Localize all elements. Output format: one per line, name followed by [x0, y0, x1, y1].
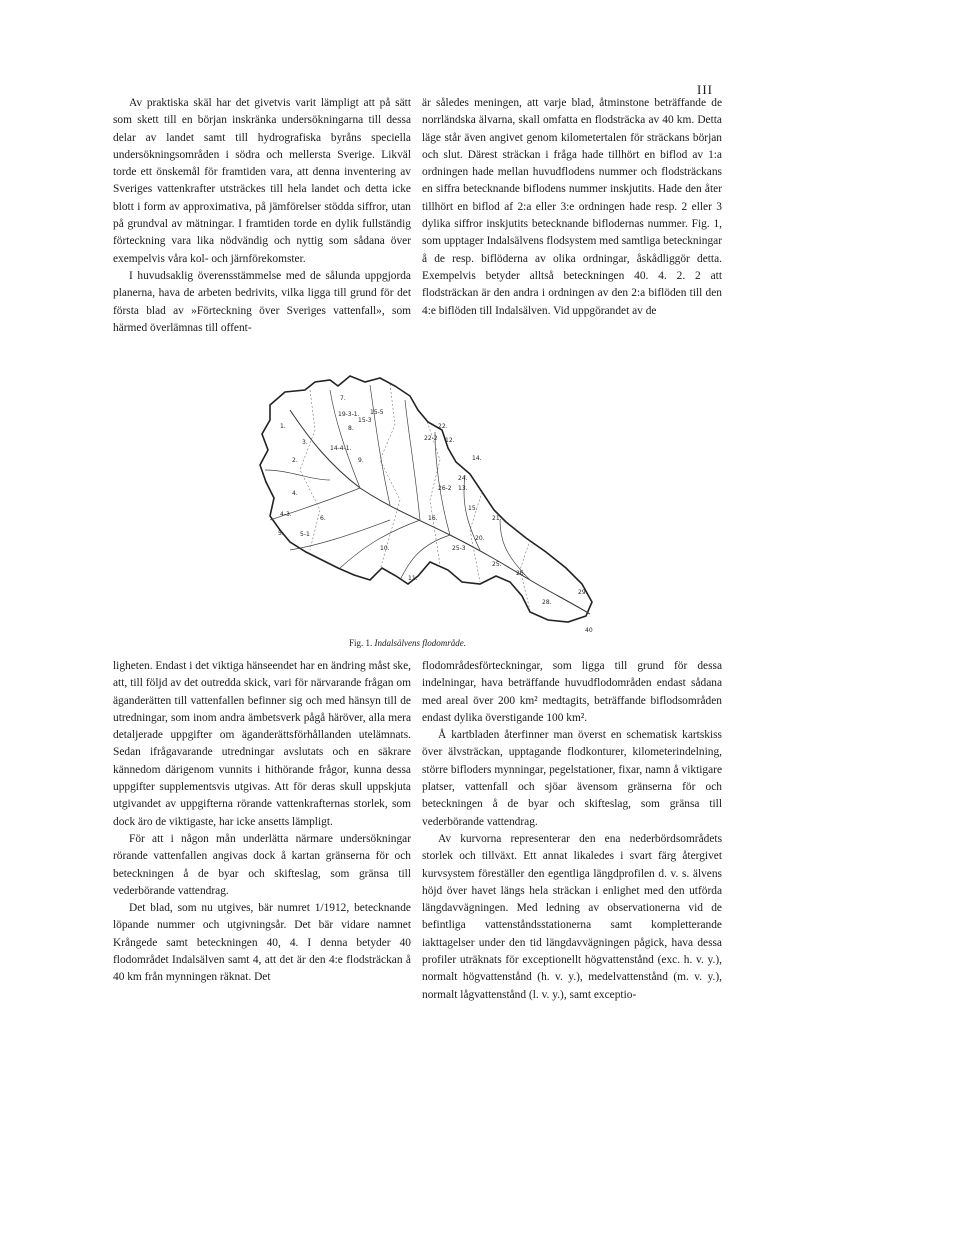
map-label: 24. [458, 475, 468, 482]
map-label: 1. [280, 423, 286, 430]
paragraph: Å kartbladen återfinner man överst en schematisk kartskiss över älvsträckan, upptagande flodkonturer, kilometerindelning, större bifloders mynningar, pegelstationer, fixar, namn å viktigare platser, vattenfall och sjöar ävensom gränserna för och beteckningen å de byar och skifteslag, som gränsa till vederbörande vattendrag. [422, 729, 722, 828]
text-column-top-right [422, 95, 722, 320]
paragraph: är således meningen, att varje blad, åtminstone beträffande de norrländska älvarna, skall omfatta en flodsträcka av 40 km. Detta läge står även angivet genom kilometertalen för sträckans början och slut. Därest sträckan i fråga hade tillhört en biflod av 1:a ordningen hade mellan huvudflodens nummer och flodsträckans en siffra betecknande biflodens nummer inskjutits. Hade den åter tillhört en biflod af 2:a eller 3:e ordningen hade resp. 2 eller 3 dylika siffror inskjutits betecknande biflodernas nummer. Fig. 1, som upptager Indalsälvens flodsystem med samtliga beteckningar å de resp. biflöderna av olika ordningar, åskådliggör detta. Exempelvis betyder alltså beteckningen 40. 4. 2. 2 att flodsträckan är den andra i ordningen av den 2:a biflöden till den 4:e biflöden till Indalsälven. Vid uppgörandet av de [422, 97, 722, 317]
map-label: 4-3. [280, 511, 292, 518]
figure-caption-label: Fig. 1. [349, 638, 373, 648]
map-label: 3. [302, 439, 308, 446]
map-label: 9. [358, 457, 364, 464]
text-column-bottom-right [422, 658, 722, 1004]
main-river [290, 410, 590, 614]
text-column-top-left [113, 95, 411, 337]
map-label: 15. [468, 505, 478, 512]
map-label: 8. [348, 425, 354, 432]
page-number: III [697, 82, 713, 97]
indalsalven-basin-map [230, 370, 610, 642]
map-label: 22. [438, 423, 448, 430]
map-label: 5. [278, 530, 284, 537]
map-label: 21. [492, 515, 502, 522]
map-label: 15-3 [358, 417, 372, 424]
map-label: 25. [492, 561, 502, 568]
map-label: 28. [542, 599, 552, 606]
map-label: 7. [340, 395, 346, 402]
map-label: 15-5 [370, 409, 384, 416]
map-label: 26. [516, 570, 526, 577]
paragraph: I huvudsaklig överensstämmelse med de sålunda uppgjorda planerna, hava de arbeten bedrivits, vilka ligga till grund för det första blad av »Förteckning över Sveriges vattenfall», som härmed överlämnas till offent- [113, 269, 411, 334]
map-label: 20. [475, 535, 485, 542]
map-label: 11. [408, 575, 418, 582]
map-label: 4. [292, 490, 298, 497]
figure-caption [349, 638, 466, 648]
basin-outline [260, 376, 592, 622]
map-label: 5-1 [300, 531, 310, 538]
paragraph: Av kurvorna representerar den ena nederbördsområdets storlek och tillväxt. Ett annat likaledes i svart färg återgivet kurvsystem föreställer den egentliga längdprofilen d. v. s. älvens höjd över havet längs hela sträckan i enlighet med den utförda längdavvägningen. Med ledning av observationerna vid de befintliga vattenståndsstationerna samt kompletterande iakttagelser under den tid längdavvägningen pågick, hava dessa profiler uträknats för exceptionellt högvattenstånd (exc. h. v. y.), normalt högvattenstånd (h. v. y.), medelvattenstånd (m. v. y.), normalt lågvattenstånd (l. v. y.), samt exceptio- [422, 832, 722, 1001]
map-label: 6. [320, 515, 326, 522]
paragraph: ligheten. Endast i det viktiga hänseendet har en ändring måst ske, att, till följd av det outredda skick, vari för närvarande frågan om äganderätten till vattenfallen befinner sig och med hänsyn till de utredningar, som inom andra ämbetsverk pågå häröver, alla mera detaljerade uppgifter om äganderättsförhållanden utelämnats. Sedan ifrågavarande utredningar avslutats och en säkrare kännedom därigenom vunnits i hithörande frågor, kunna dessa uppgifter supplementsvis utgivas. Att för deras skull uppskjuta utgivandet av uppgifterna rörande vattenkrafternas storlek, som dock äro de viktigaste, har icke ansetts lämpligt. [113, 660, 411, 828]
map-label: 40 [585, 627, 593, 634]
map-label: 14-4-1. [330, 445, 352, 452]
map-label: 29. [578, 589, 588, 596]
paragraph: För att i någon mån underlätta närmare undersökningar rörande vattenfallen angivas dock å kartan gränserna för och beteckningen å de byar och skifteslag, som gränsa till vederbörande vattendrag. [113, 832, 411, 897]
map-label: 12. [445, 437, 455, 444]
map-label: 25-3 [452, 545, 466, 552]
figure-caption-text: Indalsälvens flodområde. [374, 638, 467, 648]
map-label: 16. [428, 515, 438, 522]
map-label: 14. [472, 455, 482, 462]
paragraph: Det blad, som nu utgives, bär numret 1/1912, betecknande löpande nummer och utgivningsår. Det bär vidare namnet Krångede samt beteckningen 40, 4. I denna betyder 40 flodområdet Indalsälven samt 4, att det är den 4:e flodsträckan å 40 km från mynningen räknat. Det [113, 902, 411, 984]
paragraph: flodområdesförteckningar, som ligga till grund för dessa indelningar, hava beträffande huvudflodområden endast sådana med areal över 200 km² medtagits, beträffande biflodsområden endast dylika överstigande 100 km². [422, 660, 722, 724]
text-column-bottom-left [113, 658, 411, 987]
map-label: 10. [380, 545, 390, 552]
paragraph: Av praktiska skäl har det givetvis varit lämpligt att på sätt som skett till en början inskränka undersökningarna till dessa delar av landet samt till hydrografiska byråns speciella undersökningsområden i södra och mellersta Sverige. Likväl torde ett önskemål för framtiden vara, att denna inventering av Sveriges vattenkrafter utsträckes till hela landet och detta icke blott i form av approximativa, på jämförelser stödda siffror, utan på grundval av mätningar. I framtiden torde en dylik fullständig förteckning vara lika nödvändig och nyttig som sådana över exempelvis våra kol- och järnförekomster. [113, 97, 411, 265]
map-label: 13. [458, 485, 468, 492]
map-label: 2. [292, 457, 298, 464]
map-label: 22-2 [424, 435, 438, 442]
map-label: 19-3-1. [338, 411, 360, 418]
map-label: 26-2 [438, 485, 452, 492]
